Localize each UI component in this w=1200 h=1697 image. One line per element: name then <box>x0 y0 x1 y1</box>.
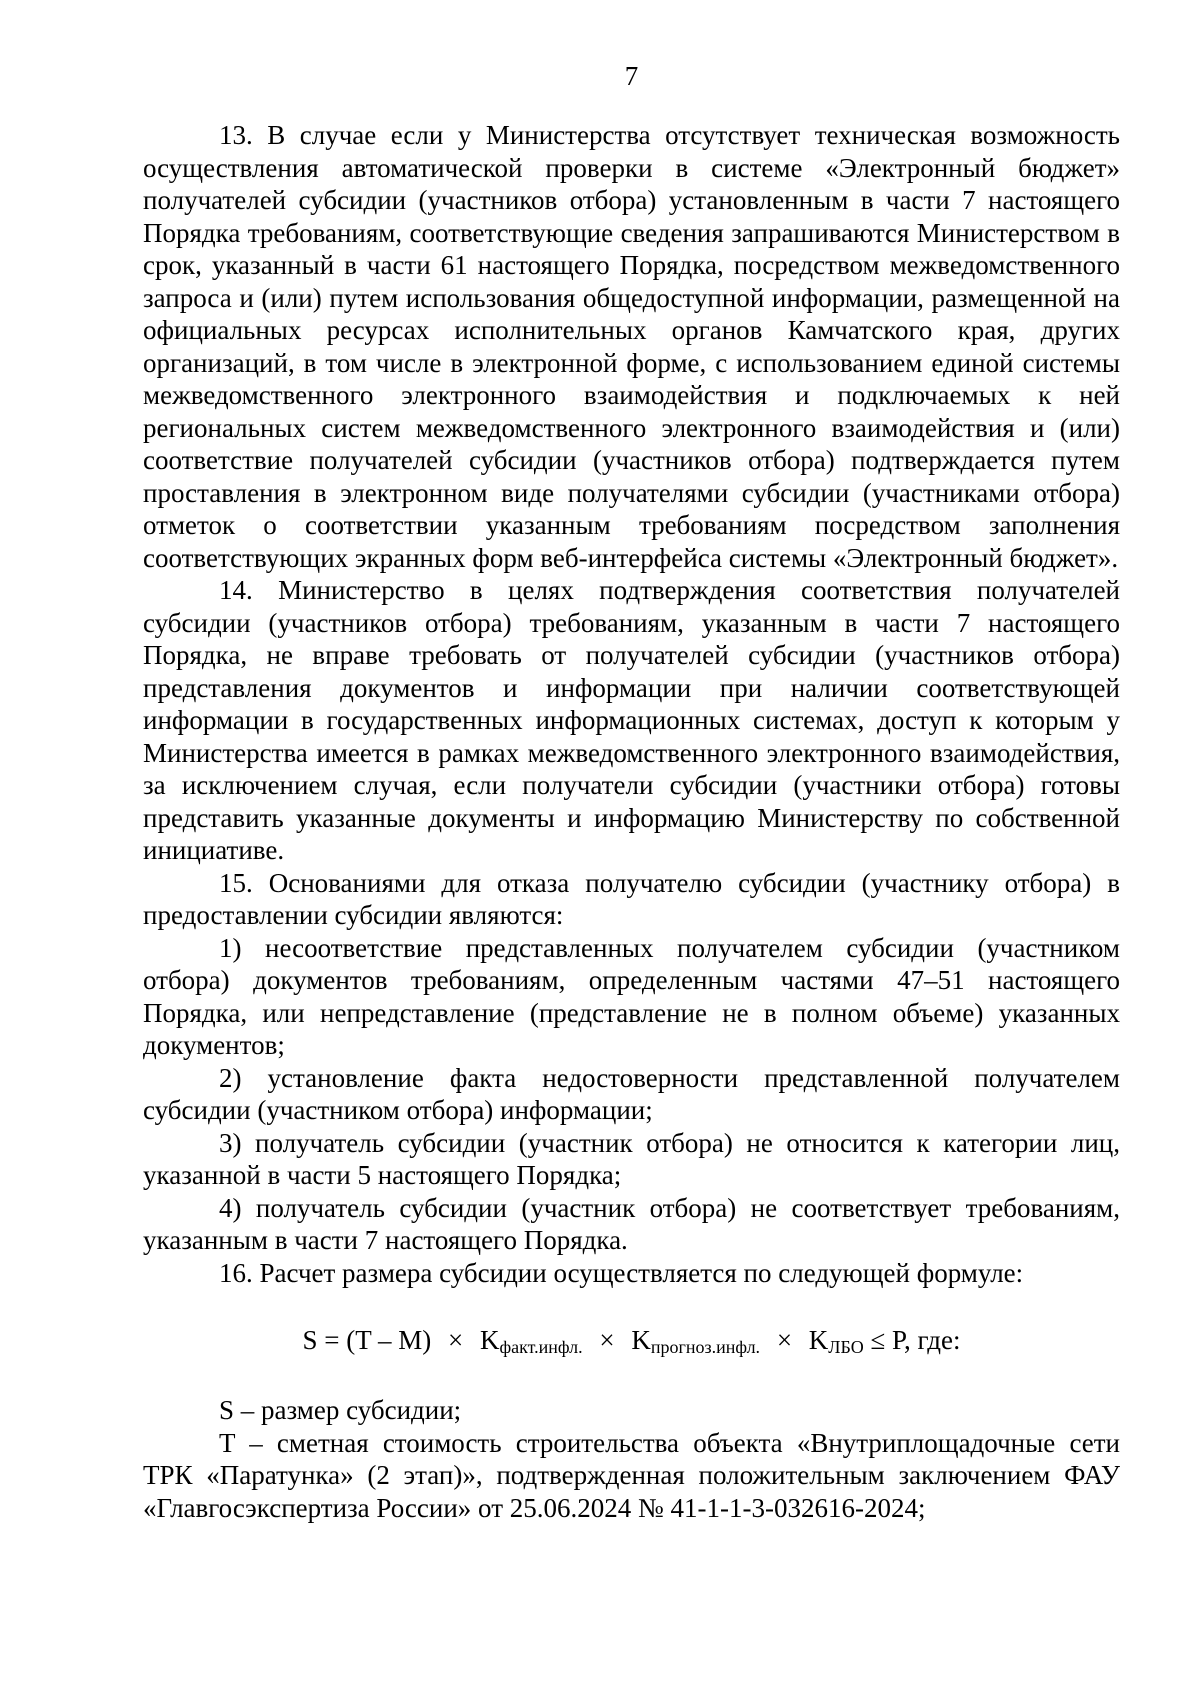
formula-rhs: ≤ P, где: <box>870 1325 961 1355</box>
paragraph-16: 16. Расчет размера субсидии осуществляется по следующей формуле: <box>219 1257 1024 1288</box>
subsidy-formula <box>143 1323 1120 1364</box>
paragraph-14: 14. Министерство в целях подтверждения соответствия получателей субсидии (участников отбора) требованиям, указанным в части 7 настоящего Порядка, не вправе требовать от получателей субсидии (участников отбора) представления документов и информации при наличии соответствующей информации в государственных информационных системах, доступ к которым у Министерства имеется в рамках межведомственного электронного взаимодействия, за исключением случая, если получатели субсидии (участники отбора) готовы представить указанные документы и информацию Министерству по собственной инициативе. <box>143 575 1120 865</box>
paragraph-15-item-1: 1) несоответствие представленных получателем субсидии (участником отбора) документов требованиям, определенным частями 47–51 настоящего Порядка, или непредставление (представление не в полном объеме) указанных документов; <box>143 932 1120 1060</box>
formula-k-1: K <box>479 1325 500 1355</box>
document-body <box>143 119 1120 1524</box>
formula-k-3: K <box>808 1325 829 1355</box>
paragraph-13: 13. В случае если у Министерства отсутствует техническая возможность осуществления автоматической проверки в системе «Электронный бюджет» получателей субсидии (участников отбора) установленным в части 7 настоящего Порядка требованиям, соответствующие сведения запрашиваются Министерством в срок, указанный в части 61 настоящего Порядка, посредством межведомственного запроса и (или) путем использования общедоступной информации, размещенной на официальных ресурсах исполнительных органов Камчатского края, других организаций, в том числе в электронной форме, с использованием единой системы межведомственного электронного взаимодействия и подключаемых к ней региональных систем межведомственного электронного взаимодействия и (или) соответствие получателей субсидии (участников отбора) подтверждается путем проставления в электронном виде получателями субсидии (участниками отбора) отметок о соответствии указанным требованиям посредством заполнения соответствующих экранных форм веб-интерфейса системы «Электронный бюджет». <box>143 120 1120 573</box>
formula-sub-lbo: ЛБО <box>828 1337 864 1357</box>
paragraph-15-item-2: 2) установление факта недостоверности представленной получателем субсидии (участником отбора) информации; <box>143 1062 1120 1125</box>
paragraph-15: 15. Основаниями для отказа получателю субсидии (участнику отбора) в предоставлении субсидии являются: <box>143 867 1120 930</box>
paragraph-15-item-4: 4) получатель субсидии (участник отбора) не соответствует требованиям, указанным в части 7 настоящего Порядка. <box>143 1192 1120 1255</box>
paragraph-15-item-3: 3) получатель субсидии (участник отбора) не относится к категории лиц, указанной в части 5 настоящего Порядка; <box>143 1127 1120 1190</box>
formula-sub-prognoz-infl: прогноз.инфл. <box>650 1337 761 1357</box>
definition-s: S – размер субсидии; <box>219 1395 462 1425</box>
formula-times-2: × <box>599 1325 615 1355</box>
formula-times-3: × <box>776 1325 793 1355</box>
formula-sub-fact-infl: факт.инфл. <box>499 1337 583 1357</box>
definition-t: T – сметная стоимость строительства объекта «Внутриплощадочные сети ТРК «Паратунка» (2 этап)», подтвержденная положительным заключением ФАУ «Главгосэкспертиза России» от 25.06.2024 № 41-1-1-3-032616-2024; <box>143 1427 1120 1523</box>
formula-lhs: S = (T – M) <box>302 1325 432 1355</box>
page-number: 7 <box>624 61 639 91</box>
formula-times-1: × <box>447 1325 464 1355</box>
formula-k-2: K <box>631 1325 651 1355</box>
